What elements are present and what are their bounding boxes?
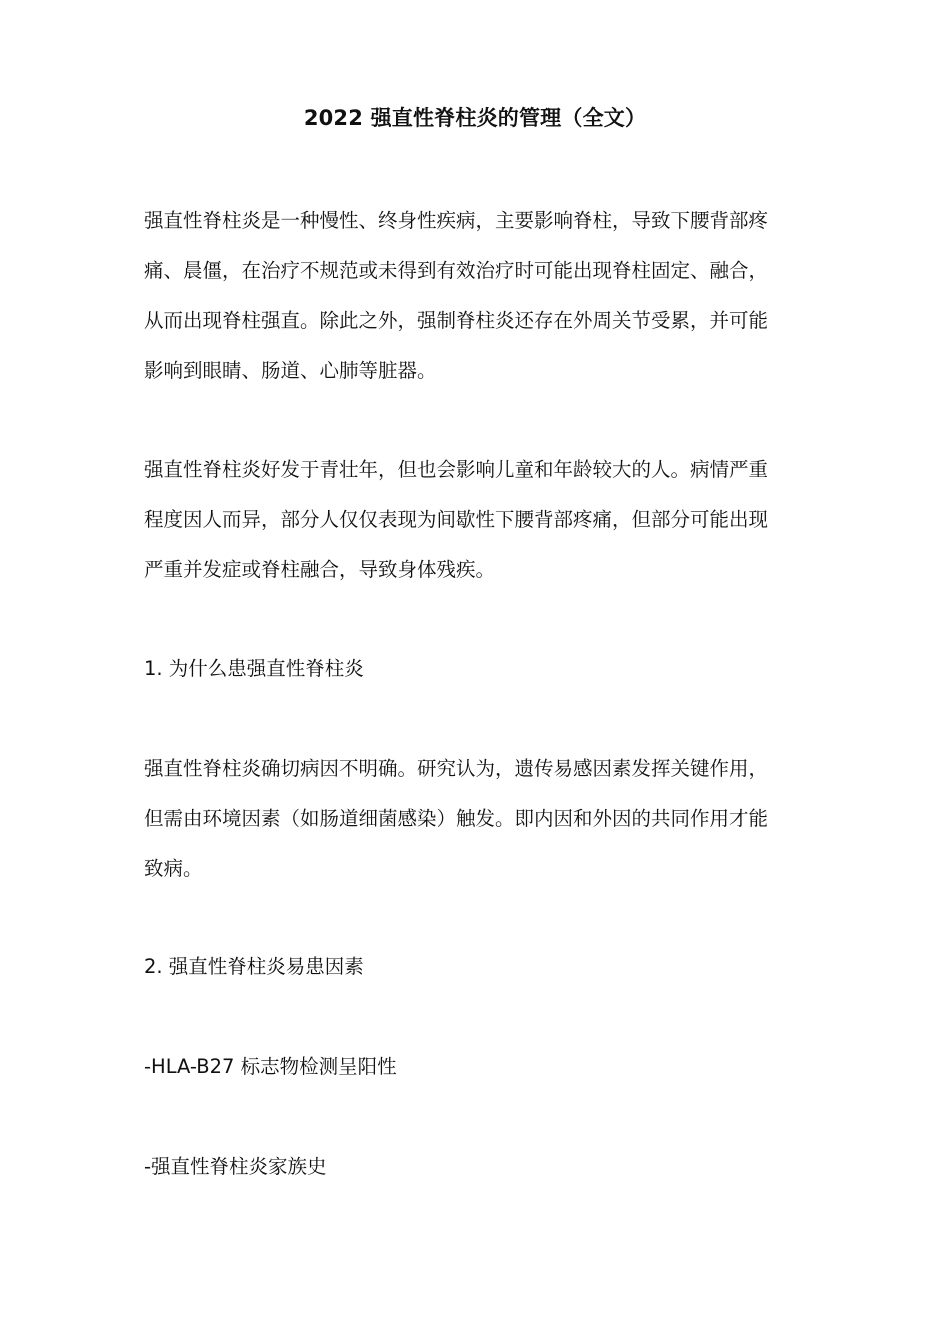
paragraph-population — [144, 445, 824, 595]
paragraph-line: 程度因人而异，部分人仅仅表现为间歇性下腰背部疼痛，但部分可能出现 — [144, 508, 769, 531]
section-heading-causes: 1. 为什么患强直性脊柱炎 — [144, 657, 364, 680]
list-item-family-history: -强直性脊柱炎家族史 — [144, 1155, 327, 1178]
paragraph-line: 严重并发症或脊柱融合，导致身体残疾。 — [144, 558, 496, 581]
paragraph-line: 致病。 — [144, 857, 203, 880]
document-title: 2022 强直性脊柱炎的管理（全文） — [303, 106, 647, 130]
paragraph-line: 痛、晨僵，在治疗不规范或未得到有效治疗时可能出现脊柱固定、融合， — [144, 259, 769, 282]
paragraph-causes — [144, 744, 824, 894]
paragraph-line: 强直性脊柱炎好发于青壮年，但也会影响儿童和年龄较大的人。病情严重 — [144, 458, 769, 481]
section-heading-risk-factors: 2. 强直性脊柱炎易患因素 — [144, 955, 364, 978]
paragraph-line: 强直性脊柱炎是一种慢性、终身性疾病，主要影响脊柱，导致下腰背部疼 — [144, 209, 769, 232]
paragraph-line: 强直性脊柱炎确切病因不明确。研究认为，遗传易感因素发挥关键作用， — [144, 757, 769, 780]
list-item-hla-b27: -HLA-B27 标志物检测呈阳性 — [144, 1055, 397, 1078]
paragraph-line: 但需由环境因素（如肠道细菌感染）触发。即内因和外因的共同作用才能 — [144, 807, 769, 830]
paragraph-line: 从而出现脊柱强直。除此之外，强制脊柱炎还存在外周关节受累，并可能 — [144, 309, 769, 332]
paragraph-intro — [144, 196, 824, 396]
paragraph-line: 影响到眼睛、肠道、心肺等脏器。 — [144, 359, 437, 382]
